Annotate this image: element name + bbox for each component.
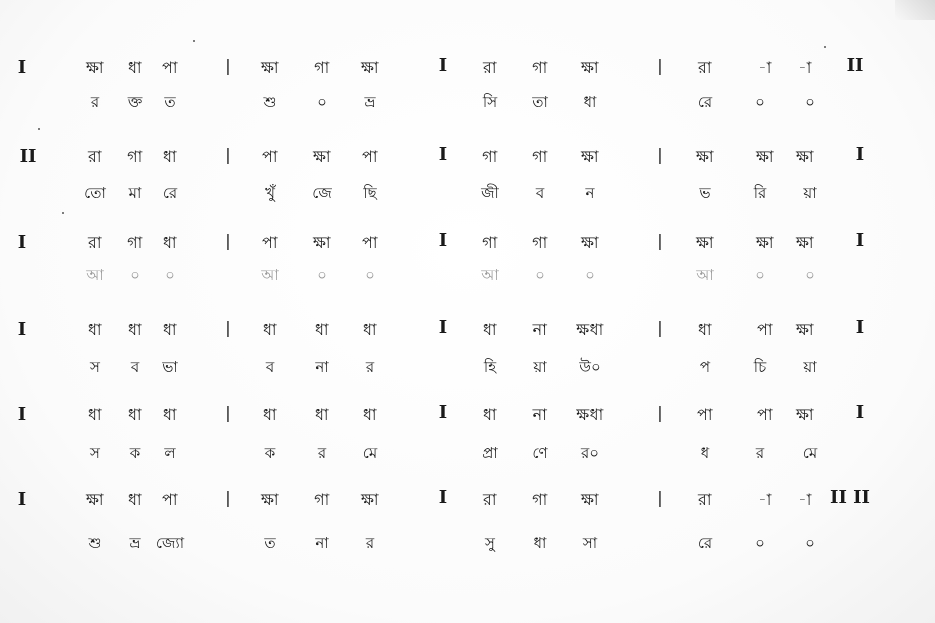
swara-note: ক্ষা [360, 58, 380, 77]
line-end-bar: II [846, 55, 864, 76]
swara-note: গা [532, 147, 548, 166]
lyric-syllable: ক্ত [127, 93, 143, 111]
swara-note: ধা [87, 320, 103, 339]
swara-note: -া [758, 58, 772, 77]
bar-line: | [657, 318, 663, 337]
swara-note: রা [483, 490, 497, 509]
lyric-syllable: ০ [805, 93, 815, 111]
swara-note: ধা [697, 320, 713, 339]
lyric-syllable: ত [264, 534, 276, 552]
swara-note: পা [696, 405, 714, 424]
page-shadow [895, 0, 935, 20]
lyric-syllable: ০ [755, 93, 765, 111]
line-start-bar: I [17, 57, 27, 78]
swara-note: ধা [127, 320, 143, 339]
lyric-syllable: ভা [162, 358, 178, 376]
lyric-syllable: আ [261, 266, 279, 284]
swara-note: ধা [162, 233, 178, 252]
lyric-syllable: চি [753, 358, 767, 376]
swara-note: গা [314, 490, 330, 509]
lyric-syllable: ০ [317, 266, 327, 284]
lyric-syllable: তো [84, 184, 106, 202]
swara-note: ধা [482, 405, 498, 424]
swara-note: পা [261, 147, 279, 166]
lyric-syllable: ০ [535, 266, 545, 284]
swara-note: ক্ষা [360, 490, 380, 509]
lyric-syllable: য়া [803, 358, 817, 376]
lyric-syllable: আ [481, 266, 499, 284]
lyric-syllable: ভ [699, 184, 711, 202]
swara-note: ক্ষা [85, 490, 105, 509]
bar-line: I [438, 402, 448, 423]
bar-line: | [657, 403, 663, 422]
lyric-syllable: ব [265, 358, 275, 376]
swara-note: ক্ষা [580, 490, 600, 509]
swara-note: ধা [162, 405, 178, 424]
swara-note: ধা [262, 320, 278, 339]
swara-note: ক্ষা [260, 490, 280, 509]
swara-note: গা [532, 490, 548, 509]
swara-note: ধা [162, 147, 178, 166]
lyric-syllable: আ [86, 266, 104, 284]
lyric-syllable: র [365, 534, 375, 552]
lyric-syllable: রে [162, 184, 178, 202]
lyric-syllable: না [315, 534, 329, 552]
swara-note: ধা [162, 320, 178, 339]
swara-note: রা [698, 58, 712, 77]
lyric-syllable: ব [535, 184, 545, 202]
swara-note: পা [756, 320, 774, 339]
swara-note: গা [127, 233, 143, 252]
print-speck [824, 46, 826, 48]
swara-note: পা [756, 405, 774, 424]
lyric-syllable: ভ্র [129, 534, 141, 552]
lyric-syllable: হি [483, 358, 497, 376]
swara-note: পা [261, 233, 279, 252]
lyric-syllable: ধা [533, 534, 547, 552]
print-speck [193, 40, 195, 42]
lyric-syllable: প্রা [482, 444, 498, 462]
lyric-syllable: সা [582, 534, 598, 552]
lyric-syllable: ধ [700, 444, 710, 462]
lyric-syllable: তা [532, 93, 548, 111]
line-start-bar: I [17, 404, 27, 425]
lyric-syllable: সি [482, 93, 498, 111]
lyric-syllable: র [90, 93, 100, 111]
swara-note: গা [482, 147, 498, 166]
line-end-bar: I [855, 144, 865, 165]
swara-note: -া [798, 58, 812, 77]
lyric-syllable: জ্যো [155, 534, 185, 552]
lyric-syllable: ০ [585, 266, 595, 284]
lyric-syllable: ব [130, 358, 140, 376]
swara-note: ধা [127, 490, 143, 509]
lyric-syllable: ল [164, 444, 176, 462]
swara-note: ধা [482, 320, 498, 339]
swara-note: না [532, 405, 548, 424]
lyric-syllable: ০ [365, 266, 375, 284]
swara-note: ক্ষা [580, 147, 600, 166]
lyric-syllable: না [315, 358, 329, 376]
bar-line: I [438, 487, 448, 508]
line-start-bar: I [17, 489, 27, 510]
bar-line: I [438, 55, 448, 76]
swara-note: গা [482, 233, 498, 252]
swara-note: পা [361, 233, 379, 252]
bar-line: | [657, 231, 663, 250]
swara-note: গা [127, 147, 143, 166]
lyric-syllable: ক [264, 444, 276, 462]
bar-line: | [225, 231, 231, 250]
swara-note: রা [88, 233, 102, 252]
lyric-syllable: র [317, 444, 327, 462]
swara-note: ক্ষা [260, 58, 280, 77]
lyric-syllable: খুঁ [265, 184, 275, 202]
lyric-syllable: রে [697, 534, 713, 552]
swara-note: ধা [87, 405, 103, 424]
bar-line: | [657, 56, 663, 75]
swara-note: ক্ষা [580, 233, 600, 252]
lyric-syllable: শু [263, 93, 277, 111]
swara-note: ক্ষধা [576, 320, 604, 339]
swara-note: পা [161, 58, 179, 77]
swara-note: ধা [362, 405, 378, 424]
print-speck [62, 212, 64, 214]
bar-line: I [438, 144, 448, 165]
swara-note: ধা [314, 320, 330, 339]
swara-note: পা [161, 490, 179, 509]
swara-note: ক্ষা [755, 233, 775, 252]
swara-note: গা [314, 58, 330, 77]
swara-note: গা [532, 233, 548, 252]
swara-note: ধা [262, 405, 278, 424]
swara-note: ক্ষা [695, 233, 715, 252]
lyric-syllable: ০ [805, 534, 815, 552]
line-start-bar: II [19, 146, 37, 167]
print-speck [38, 128, 40, 130]
line-start-bar: I [17, 232, 27, 253]
swara-note: ক্ষা [85, 58, 105, 77]
swara-note: ধা [314, 405, 330, 424]
lyric-syllable: ভ্র [364, 93, 376, 111]
lyric-syllable: ০ [165, 266, 175, 284]
bar-line: | [225, 403, 231, 422]
lyric-syllable: ধা [583, 93, 597, 111]
swara-note: ক্ষা [755, 147, 775, 166]
lyric-syllable: য়া [803, 184, 817, 202]
swara-note: রা [483, 58, 497, 77]
swara-note: ধা [127, 58, 143, 77]
line-end-bar: II II [830, 487, 870, 508]
swara-note: ধা [127, 405, 143, 424]
lyric-syllable: মা [128, 184, 142, 202]
lyric-syllable: রে [697, 93, 713, 111]
lyric-syllable: ন [585, 184, 595, 202]
swara-note: ক্ষা [312, 233, 332, 252]
bar-line: | [225, 318, 231, 337]
lyric-syllable: ০ [130, 266, 140, 284]
swara-note: না [532, 320, 548, 339]
swara-note: ক্ষা [795, 147, 815, 166]
swara-note: রা [88, 147, 102, 166]
swara-note: ক্ষা [795, 405, 815, 424]
line-end-bar: I [855, 230, 865, 251]
lyric-syllable: ০ [805, 266, 815, 284]
bar-line: | [225, 145, 231, 164]
lyric-syllable: মে [802, 444, 818, 462]
lyric-syllable: য়া [533, 358, 547, 376]
lyric-syllable: র [365, 358, 375, 376]
swara-note: -া [758, 490, 772, 509]
lyric-syllable: শু [88, 534, 102, 552]
swara-note: ক্ষা [580, 58, 600, 77]
lyric-syllable: সু [485, 534, 495, 552]
bar-line: | [225, 56, 231, 75]
swara-note: ক্ষা [795, 320, 815, 339]
bar-line: I [438, 317, 448, 338]
lyric-syllable: মে [362, 444, 378, 462]
lyric-syllable: ক [129, 444, 141, 462]
lyric-syllable: প [699, 358, 711, 376]
line-end-bar: I [855, 402, 865, 423]
lyric-syllable: ছি [363, 184, 377, 202]
lyric-syllable: র [755, 444, 765, 462]
lyric-syllable: ০ [317, 93, 327, 111]
line-start-bar: I [17, 319, 27, 340]
line-end-bar: I [855, 317, 865, 338]
lyric-syllable: র০ [580, 444, 600, 462]
swara-note: ধা [362, 320, 378, 339]
bar-line: I [438, 230, 448, 251]
lyric-syllable: উ০ [579, 358, 601, 376]
lyric-syllable: ণে [532, 444, 548, 462]
swara-note: ক্ষধা [576, 405, 604, 424]
bar-line: | [225, 488, 231, 507]
swara-note: গা [532, 58, 548, 77]
swara-note: পা [361, 147, 379, 166]
lyric-syllable: ০ [755, 266, 765, 284]
bar-line: | [657, 488, 663, 507]
swara-note: ক্ষা [795, 233, 815, 252]
lyric-syllable: ০ [755, 534, 765, 552]
lyric-syllable: ত [164, 93, 176, 111]
swara-note: রা [698, 490, 712, 509]
lyric-syllable: স [90, 444, 100, 462]
lyric-syllable: জী [481, 184, 499, 202]
lyric-syllable: আ [696, 266, 714, 284]
swara-note: ক্ষা [312, 147, 332, 166]
lyric-syllable: স [90, 358, 100, 376]
lyric-syllable: জে [312, 184, 332, 202]
lyric-syllable: রি [753, 184, 767, 202]
swara-note: -া [798, 490, 812, 509]
bar-line: | [657, 145, 663, 164]
swara-note: ক্ষা [695, 147, 715, 166]
